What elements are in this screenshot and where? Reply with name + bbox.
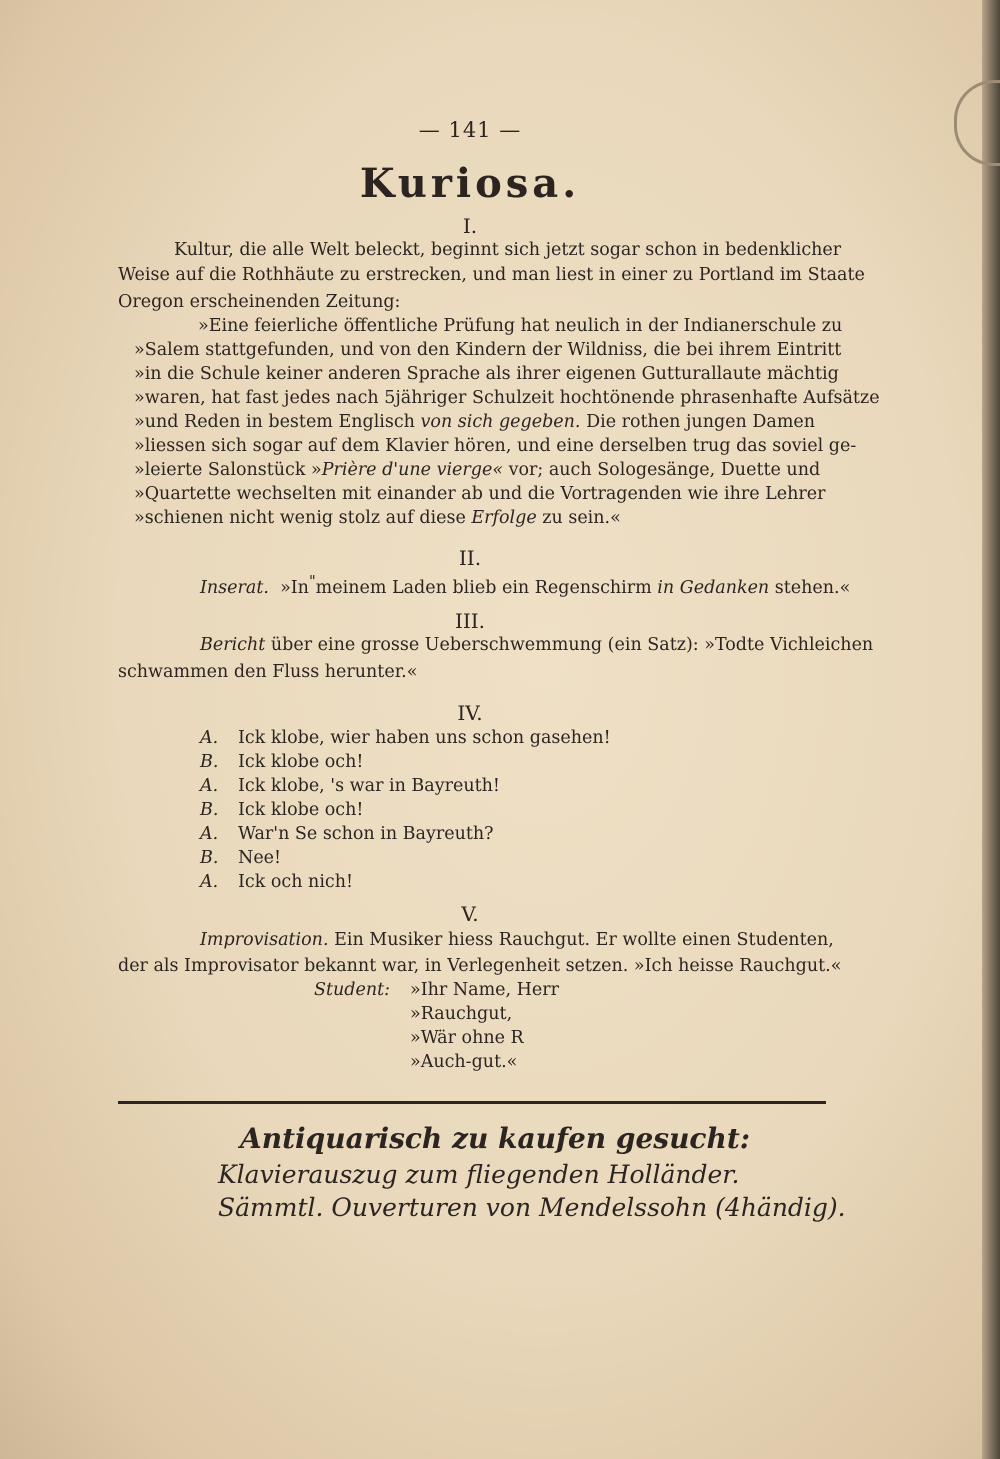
verse-line: »Auch-gut.« — [410, 1052, 518, 1072]
speech-line: Ick klobe, wier haben uns schon gasehen! — [238, 728, 611, 748]
paragraph-line: Kultur, die alle Welt beleckt, beginnt sich jetzt sogar schon in bedenklicher — [174, 240, 842, 260]
quote-line: »schienen nicht wenig stolz auf diese Erfolge zu sein.« — [134, 508, 621, 528]
verse-line: »Ihr Name, Herr — [410, 980, 559, 1000]
advert-title: Antiquarisch zu kaufen gesucht: — [240, 1122, 751, 1155]
advert-line: Sämmtl. Ouverturen von Mendelssohn (4händig). — [218, 1193, 846, 1222]
speech-line: Ick klobe och! — [238, 800, 364, 820]
verse-line: »Rauchgut, — [410, 1004, 513, 1024]
quote-emphasis: Prière d'une vierge« — [321, 460, 504, 480]
speech-line: War'n Se schon in Bayreuth? — [238, 824, 494, 844]
page-title: Kuriosa. — [359, 160, 581, 207]
speech-line: Ick klobe, 's war in Bayreuth! — [238, 776, 500, 796]
student-label: Student: — [314, 980, 391, 1000]
quote-line: »leierte Salonstück »Prière d'une vierge« vor; auch Sologesänge, Duette und — [134, 460, 821, 480]
section-numeral-3: III. — [454, 609, 486, 633]
speaker-label: A. — [200, 824, 219, 844]
quote-line: »und Reden in bestem Englisch von sich gegeben. Die rothen jungen Damen — [134, 412, 816, 432]
quote-emphasis: von sich gegeben. — [420, 412, 581, 432]
section-numeral-4: IV. — [457, 701, 483, 725]
bericht-line: schwammen den Fluss herunter.« — [118, 662, 418, 682]
speech-line: Ick och nich! — [238, 872, 354, 892]
verse-line: »Wär ohne R — [410, 1028, 524, 1048]
speaker-label: A. — [200, 776, 219, 796]
improvisation-line: Improvisation. Ein Musiker hiess Rauchgut. Er wollte einen Studenten, — [200, 930, 834, 950]
paragraph-line: Oregon erscheinenden Zeitung: — [118, 292, 401, 312]
quote-line: »Eine feierliche öffentliche Prüfung hat neulich in der Indianerschule zu — [198, 316, 843, 336]
speaker-label: A. — [200, 728, 219, 748]
speaker-label: B. — [200, 800, 219, 820]
inserat-line: Inserat. »In"meinem Laden blieb ein Regenschirm in Gedanken stehen.« — [200, 573, 851, 598]
quote-line: »waren, hat fast jedes nach 5jähriger Schulzeit hochtönende phrasenhafte Aufsätze — [134, 388, 880, 408]
bericht-line: Bericht über eine grosse Ueberschwemmung (ein Satz): »Todte Vichleichen — [200, 635, 874, 655]
quote-line: »liessen sich sogar auf dem Klavier hören, und eine derselben trug das soviel ge- — [134, 436, 857, 456]
advert-line: Klavierauszug zum fliegenden Holländer. — [218, 1160, 740, 1189]
paragraph-line: Weise auf die Rothhäute zu erstrecken, und man liest in einer zu Portland im Staate — [118, 265, 865, 285]
quote-emphasis: Erfolge — [471, 508, 537, 528]
section-label: Inserat. — [200, 577, 269, 598]
section-numeral-2: II. — [458, 546, 482, 570]
speaker-label: B. — [200, 848, 219, 868]
improvisation-line: der als Improvisator bekannt war, in Verlegenheit setzen. »Ich heisse Rauchgut.« — [118, 956, 842, 976]
section-label: Improvisation. — [200, 930, 329, 950]
speaker-label: B. — [200, 752, 219, 772]
speech-line: Nee! — [238, 848, 282, 868]
speech-line: Ick klobe och! — [238, 752, 364, 772]
quote-line: »Salem stattgefunden, und von den Kindern der Wildniss, die bei ihrem Eintritt — [134, 340, 842, 360]
section-label: Bericht — [200, 635, 266, 655]
page-number: — 141 — — [418, 118, 522, 142]
divider-rule — [118, 1101, 826, 1104]
speaker-label: A. — [200, 872, 219, 892]
section-numeral-5: V. — [461, 902, 479, 926]
book-spine-edge — [982, 0, 1000, 1459]
section-numeral-1: I. — [462, 214, 478, 238]
quote-line: »in die Schule keiner anderen Sprache als ihrer eigenen Gutturallaute mächtig — [134, 364, 839, 384]
quote-line: »Quartette wechselten mit einander ab und die Vortragenden wie ihre Lehrer — [134, 484, 826, 504]
